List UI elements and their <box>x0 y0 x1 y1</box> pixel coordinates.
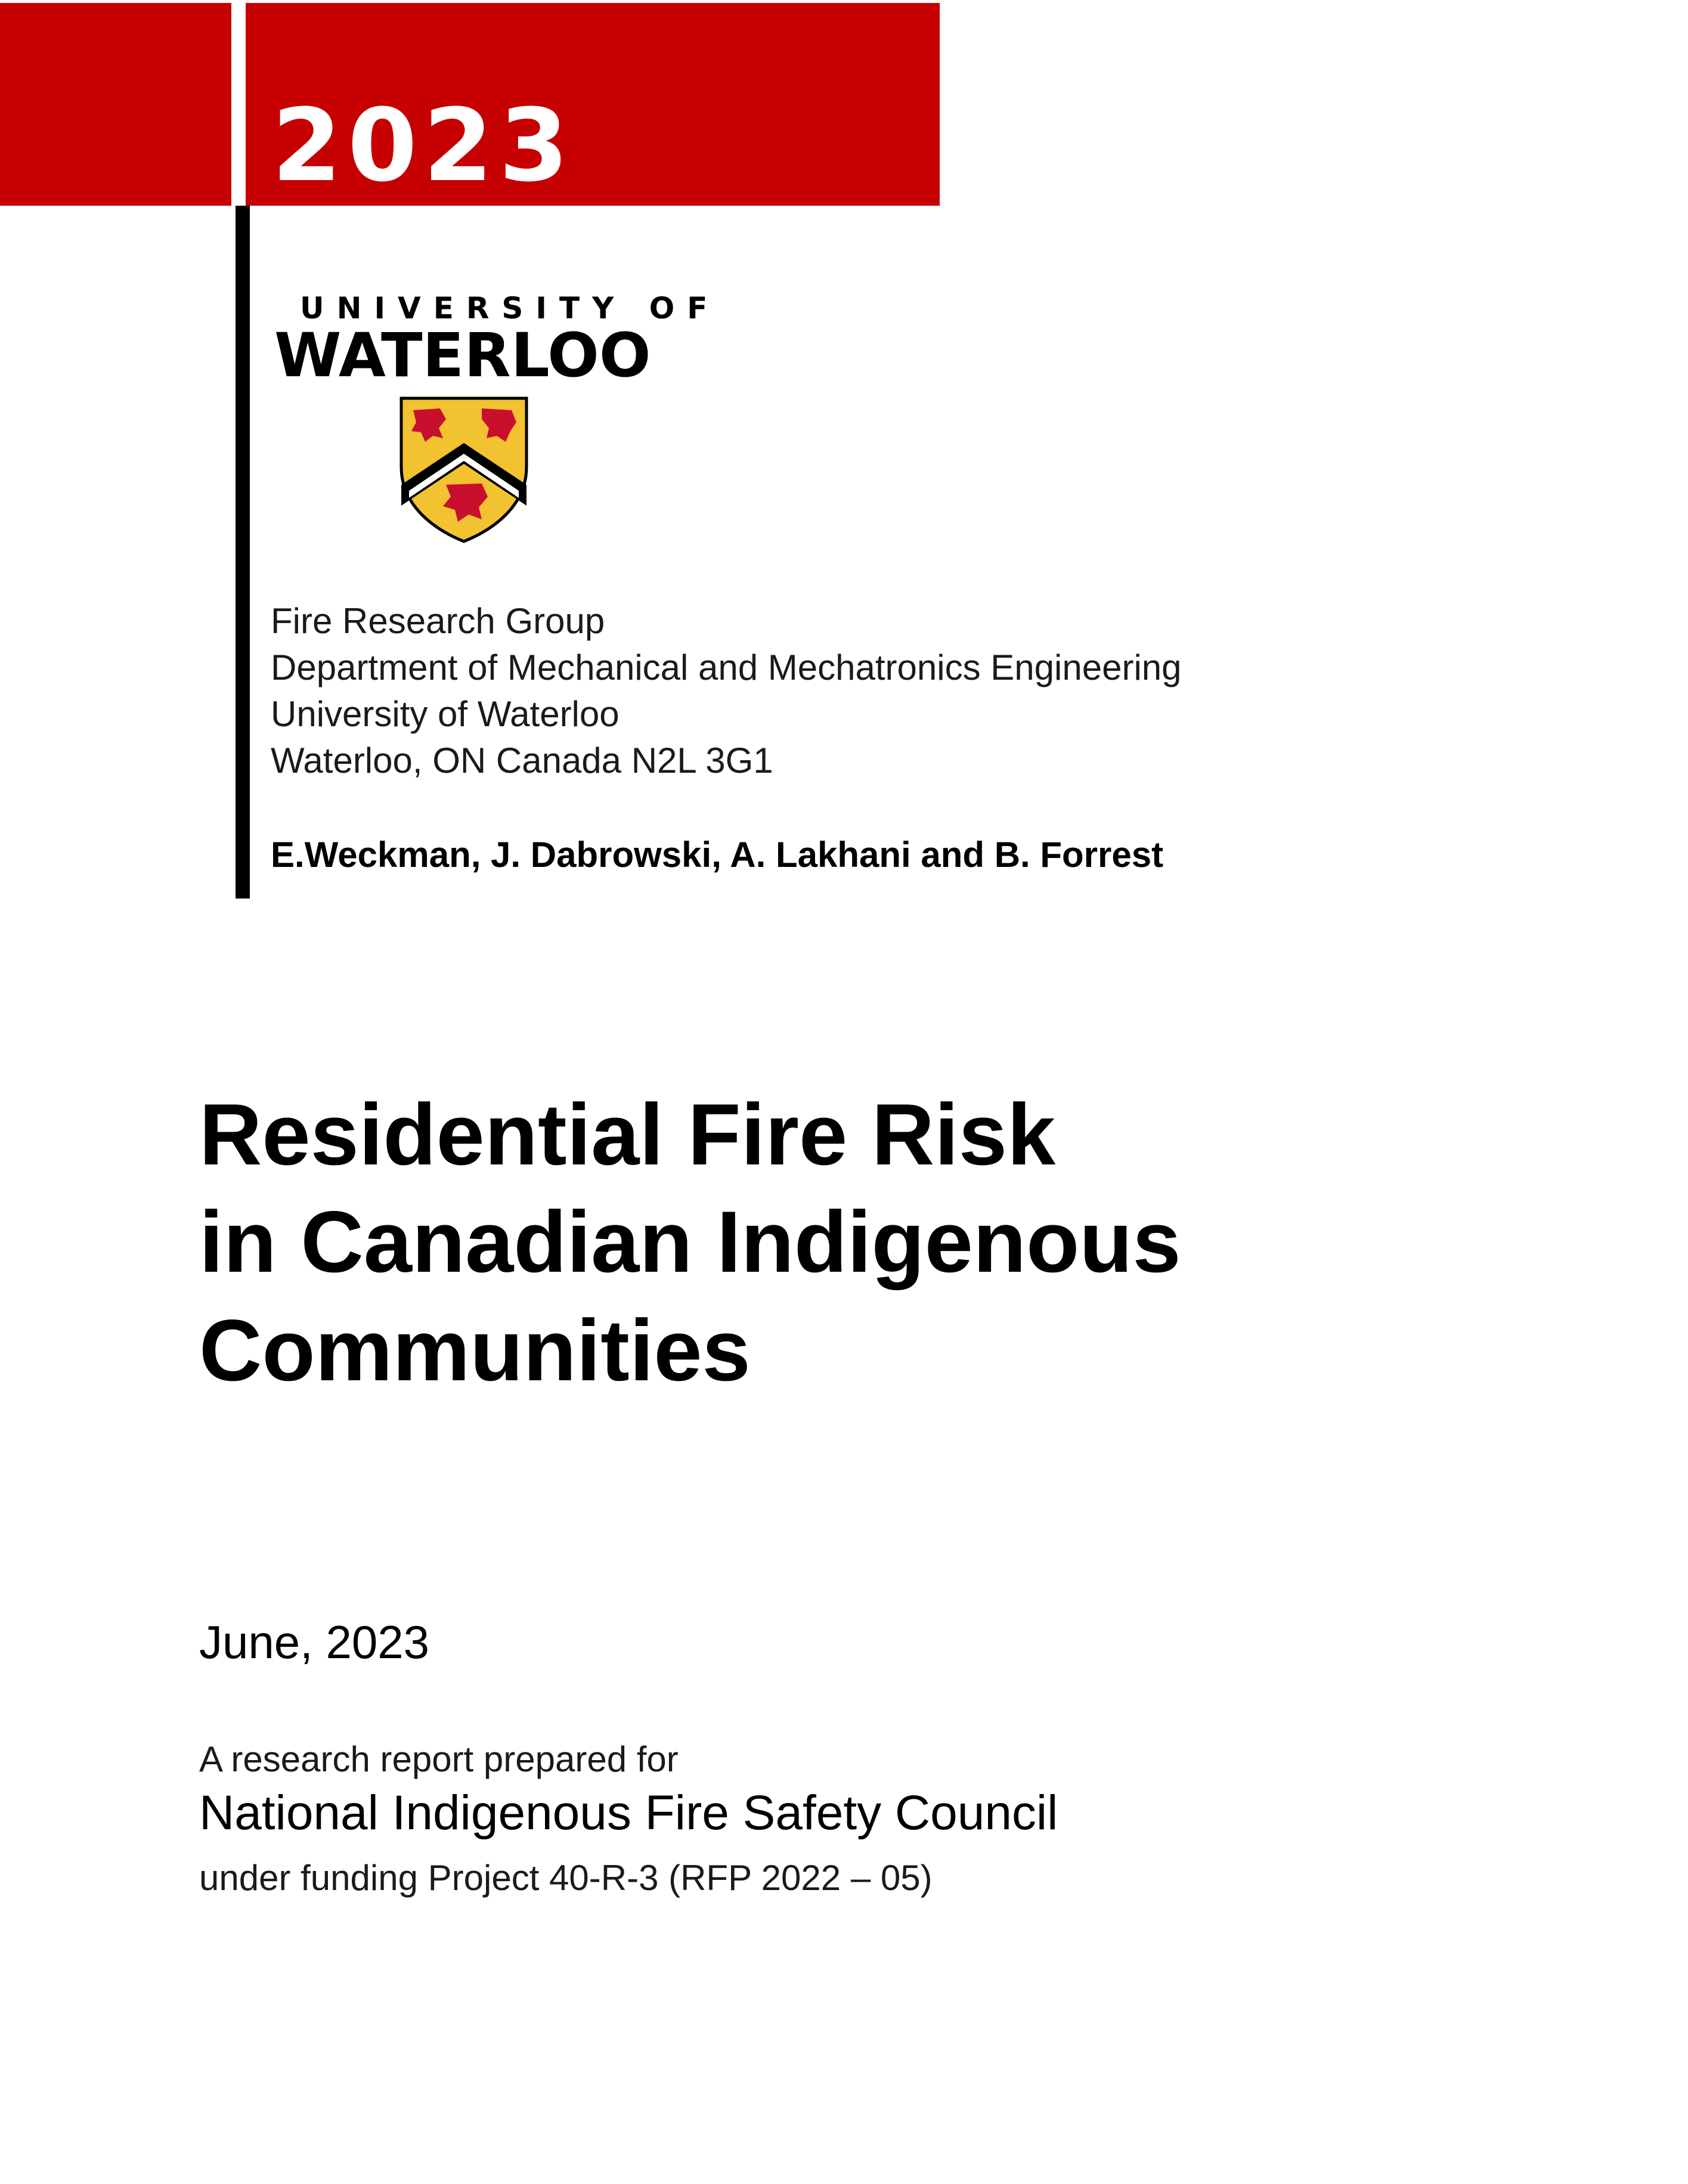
report-title-line-1: Residential Fire Risk <box>199 1086 1056 1183</box>
logo-university-of: UNIVERSITY OF <box>300 291 720 326</box>
university-name: University of Waterloo <box>271 694 620 734</box>
postal-address: Waterloo, ON Canada N2L 3G1 <box>271 741 773 780</box>
report-title-line-2: in Canadian Indigenous <box>199 1193 1181 1290</box>
vertical-divider <box>236 206 250 899</box>
authors: E.Weckman, J. Dabrowski, A. Lakhani and B. Forrest <box>271 835 1164 875</box>
red-header-block-left <box>0 3 231 206</box>
sponsor-organization: National Indigenous Fire Safety Council <box>199 1786 1058 1840</box>
research-group: Fire Research Group <box>271 601 605 641</box>
report-date: June, 2023 <box>199 1616 430 1668</box>
prepared-for-label: A research report prepared for <box>199 1739 679 1779</box>
report-title-line-3: Communities <box>199 1302 751 1399</box>
cover-year: 2023 <box>272 87 575 204</box>
department: Department of Mechanical and Mechatronics Engineering <box>271 648 1182 687</box>
funding-project: under funding Project 40-R-3 (RFP 2022 – 05) <box>199 1858 933 1898</box>
university-crest-icon <box>398 395 529 544</box>
logo-waterloo: WATERLOO <box>274 320 651 391</box>
